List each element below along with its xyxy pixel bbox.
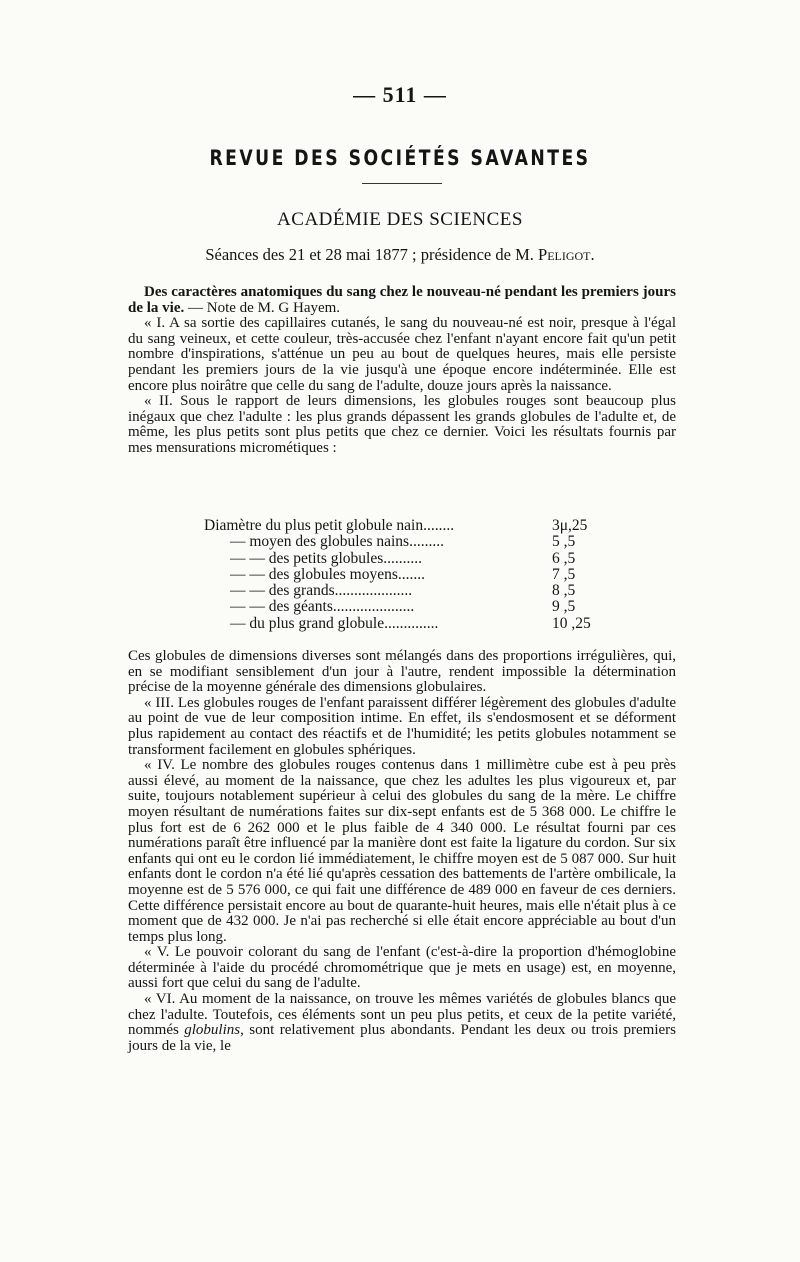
measurement-value: 8 ,5 (552, 582, 576, 600)
paragraph-1: « I. A sa sortie des capillaires cutanés, le sang du nouveau-né est noir, presque à l'égal du sang veineux, et cette couleur, très-accusée chez l'enfant n'ayant encore fait qu'un petit nombre d'inspirations, s'atténue un peu au bout de quelques heures, mais elle persiste pendant les premiers jours de la vie jusqu'à une époque encore indéterminée. Elle est encore plus noirâtre que celle du sang de l'adulte, douze jours après la naissance. (128, 315, 676, 394)
measurement-label: — moyen des globules nains......... (230, 533, 444, 551)
paragraph-7-end: , sont relativement plus abondants. Pendant les deux ou trois premiers jours de la vie, le (128, 1022, 676, 1054)
paragraph-7-italic: globulins (184, 1022, 241, 1039)
measurement-row (128, 534, 688, 550)
measurement-value: 9 ,5 (552, 598, 576, 616)
measurement-row (128, 518, 688, 534)
measurement-label: — — des géants..................... (230, 598, 415, 616)
paragraph-4: « III. Les globules rouges de l'enfant paraissent différer légèrement des globules d'adulte au point de vue de leur composition intime. En effet, ils s'endosmosent et se déforment plus rapidement au contact des réactifs et de l'humidité; les petits globules notamment se transforment facilement en globules sphériques. (128, 694, 676, 758)
paragraph-7 (128, 992, 676, 1054)
paragraph-3: Ces globules de dimensions diverses sont mélangés dans des proportions irrégulières, qui, en se modifiant sensiblement d'un jour à l'autre, rendent impossible la détermination précise de la moyenne générale des dimensions globulaires. (128, 648, 676, 696)
page-number: — 511 — (353, 82, 447, 107)
sessions-line (0, 245, 800, 265)
measurement-label: — — des globules moyens....... (230, 565, 426, 583)
measurement-row (128, 583, 688, 599)
sessions-text: Séances des 21 et 28 mai 1877 ; présidence de M. (205, 245, 539, 264)
paragraph-6: « V. Le pouvoir colorant du sang de l'enfant (c'est-à-dire la proportion d'hémoglobine déterminée à l'aide du procédé chromométrique que je mets en usage) est, en moyenne, aussi fort que celui du sang de l'adulte. (128, 944, 676, 992)
measurement-row (128, 616, 688, 632)
article-title (128, 285, 676, 316)
article-top (128, 285, 676, 457)
measurement-row (128, 567, 688, 583)
measurement-value: 10 ,25 (552, 614, 591, 632)
measurement-label: — du plus grand globule.............. (230, 614, 439, 632)
measurement-value: 6 ,5 (552, 549, 576, 567)
measurement-value: 7 ,5 (552, 565, 576, 583)
measurement-label: — — des grands.................... (230, 582, 413, 600)
article-note: — Note de M. G Hayem. (184, 299, 341, 316)
measurement-row (128, 599, 688, 615)
journal-title: REVUE DES SOCIÉTÉS SAVANTES (209, 146, 591, 170)
president-name: Peligot. (538, 245, 595, 264)
measurement-value: 3μ,25 (552, 517, 588, 534)
title-rule (362, 183, 442, 184)
measurement-value: 5 ,5 (552, 533, 576, 551)
paragraph-5: « IV. Le nombre des globules rouges contenus dans 1 millimètre cube est à peu près aussi élevé, au moment de la naissance, que chez les adultes les plus vigoureux et, par suite, toujours notablement supérieur à celui des globules du sang de la mère. Le chiffre moyen résultant de numérations faites sur dix-sept enfants est de 5 368 000. Le chiffre le plus fort est de 6 262 000 et le plus faible de 4 340 000. Le résultat fourni par ces numérations paraît être influencé par la manière dont est faite la ligature du cordon. Sur six enfants qui ont eu le cordon lié immédiatement, le chiffre moyen est de 5 087 000. Sur huit enfants dont le cordon n'a été lié qu'après cessation des battements de l'artère ombilicale, la moyenne est de 5 576 000, ce qui fait une différence de 489 000 en faveur de ces derniers. Cette différence persistait encore au bout de quarante-huit heures, mais elle n'était plus à ce moment que de 432 000. Je n'ai pas recherché si elle était encore appréciable au bout d'un temps plus long. (128, 757, 676, 945)
academy-heading: ACADÉMIE DES SCIENCES (277, 209, 523, 230)
article-bottom (128, 649, 676, 1054)
measurements-table (128, 518, 688, 632)
measurement-label: Diamètre du plus petit globule nain........ (204, 517, 455, 534)
paragraph-2: « II. Sous le rapport de leurs dimensions, les globules rouges sont beaucoup plus inégaux que chez l'adulte : les plus grands dépassent les grands globules de l'adulte et, de même, les plus petits sont plus petits que chez ce dernier. Voici les résultats fournis par mes mensurations micrométiques : (128, 393, 676, 456)
measurement-label: — — des petits globules.......... (230, 549, 423, 567)
paragraph-7-start: « VI. Au moment de la naissance, on trouve les mêmes variétés de globules blancs que chez l'adulte. Toutefois, ces éléments sont un peu plus petits, et ceux de la petite variété, nommés (128, 991, 676, 1039)
article-title-bold: Des caractères anatomiques du sang chez le nouveau-né pendant les premiers jours de la vie. (128, 284, 676, 316)
measurement-row (128, 551, 688, 567)
